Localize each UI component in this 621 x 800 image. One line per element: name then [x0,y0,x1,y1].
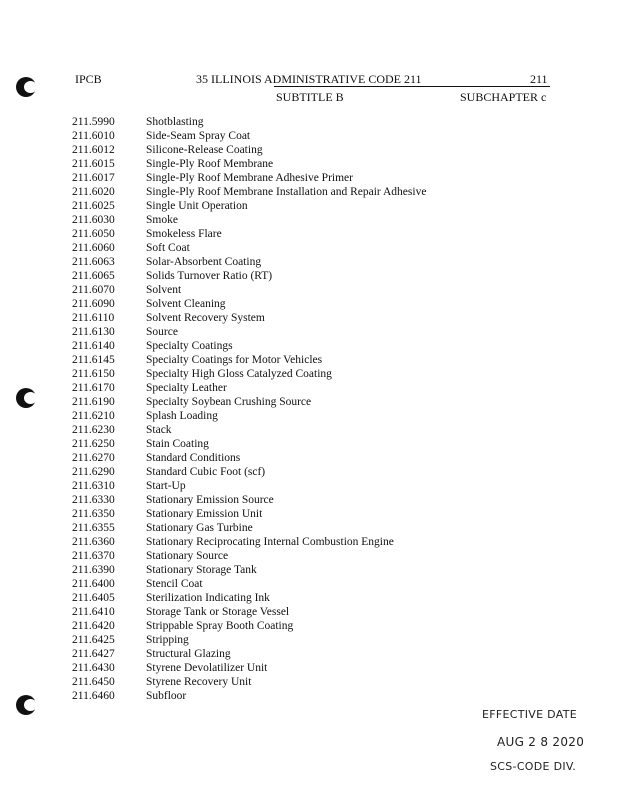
section-number: 211.6410 [72,606,115,618]
section-number: 211.6310 [72,480,115,492]
section-number: 211.6030 [72,214,115,226]
header-agency: IPCB [75,72,102,86]
defined-term: Start-Up [146,480,186,492]
defined-term: Solar-Absorbent Coating [146,256,262,268]
defined-term: Source [146,326,178,338]
section-number: 211.6350 [72,508,115,520]
defined-term: Specialty Coatings [146,340,233,352]
defined-term: Stain Coating [146,438,209,450]
defined-term: Standard Cubic Foot (scf) [146,466,266,478]
defined-term: Standard Conditions [146,452,241,464]
section-number: 211.6090 [72,298,115,310]
defined-term: Shotblasting [146,116,204,128]
section-number: 211.6140 [72,340,115,352]
defined-term: Stack [146,424,172,436]
defined-term: Styrene Recovery Unit [146,676,252,688]
section-number: 211.6400 [72,578,115,590]
section-number: 211.6355 [72,522,115,534]
defined-term: Stationary Reciprocating Internal Combustion Engine [146,536,394,548]
header-rule [274,86,550,87]
defined-term: Specialty Coatings for Motor Vehicles [146,354,323,366]
section-number: 211.6460 [72,690,115,702]
defined-term: Single Unit Operation [146,200,248,212]
section-number: 211.6130 [72,326,115,338]
header-part-number: 211 [530,72,548,86]
section-number: 211.6170 [72,382,115,394]
section-number: 211.6063 [72,256,115,268]
section-number: 211.6250 [72,438,115,450]
defined-term: Stationary Storage Tank [146,564,257,576]
defined-term: Subfloor [146,690,187,702]
section-number: 211.6010 [72,130,115,142]
defined-term: Structural Glazing [146,648,231,660]
defined-term: Single-Ply Roof Membrane Adhesive Primer [146,172,353,184]
section-number: 211.6405 [72,592,115,604]
defined-term: Styrene Devolatilizer Unit [146,662,268,674]
defined-term: Stationary Emission Unit [146,508,263,520]
defined-term: Specialty Soybean Crushing Source [146,396,312,408]
section-number: 211.6012 [72,144,115,156]
section-number: 211.6425 [72,634,115,646]
defined-term: Solvent Recovery System [146,312,265,324]
section-number: 211.6150 [72,368,115,380]
defined-term: Specialty Leather [146,382,227,394]
section-number: 211.6050 [72,228,115,240]
defined-term: Stationary Emission Source [146,494,274,506]
section-number: 211.6330 [72,494,115,506]
section-number: 211.6065 [72,270,115,282]
section-number: 211.6145 [72,354,115,366]
punch-hole [16,695,36,715]
header-subtitle: SUBTITLE B [276,90,344,104]
defined-term: Silicone-Release Coating [146,144,263,156]
section-number: 211.6230 [72,424,115,436]
section-number: 211.6360 [72,536,115,548]
section-number: 211.5990 [72,116,115,128]
defined-term: Sterilization Indicating Ink [146,592,270,604]
defined-term: Soft Coat [146,242,190,254]
section-number: 211.6430 [72,662,115,674]
section-number: 211.6190 [72,396,115,408]
section-number: 211.6210 [72,410,115,422]
stamp-effective-date-label: EFFECTIVE DATE [482,708,577,721]
defined-term: Stencil Coat [146,578,203,590]
defined-term: Smoke [146,214,178,226]
section-number: 211.6110 [72,312,115,324]
defined-term: Single-Ply Roof Membrane [146,158,274,170]
header-code-title: 35 ILLINOIS ADMINISTRATIVE CODE 211 [196,72,422,86]
defined-term: Smokeless Flare [146,228,222,240]
section-number: 211.6060 [72,242,115,254]
section-number: 211.6017 [72,172,115,184]
defined-term: Single-Ply Roof Membrane Installation and Repair Adhesive [146,186,427,198]
section-number: 211.6420 [72,620,115,632]
punch-hole [16,77,36,97]
defined-term: Stripping [146,634,189,646]
defined-term: Solvent Cleaning [146,298,226,310]
defined-term: Solids Turnover Ratio (RT) [146,270,273,282]
section-number: 211.6390 [72,564,115,576]
defined-term: Side-Seam Spray Coat [146,130,251,142]
section-number: 211.6015 [72,158,115,170]
section-number: 211.6370 [72,550,115,562]
defined-term: Strippable Spray Booth Coating [146,620,294,632]
defined-term: Solvent [146,284,182,296]
section-number: 211.6070 [72,284,115,296]
header-subchapter: SUBCHAPTER c [460,90,547,104]
section-number: 211.6020 [72,186,115,198]
stamp-division: SCS-CODE DIV. [490,760,577,773]
section-number: 211.6427 [72,648,115,660]
section-number: 211.6025 [72,200,115,212]
section-number: 211.6290 [72,466,115,478]
defined-term: Storage Tank or Storage Vessel [146,606,290,618]
defined-term: Splash Loading [146,410,218,422]
defined-term: Stationary Source [146,550,229,562]
punch-hole [16,388,36,408]
section-number: 211.6270 [72,452,115,464]
defined-term: Specialty High Gloss Catalyzed Coating [146,368,332,380]
defined-term: Stationary Gas Turbine [146,522,253,534]
section-number: 211.6450 [72,676,115,688]
stamp-date: AUG 2 8 2020 [497,735,585,749]
